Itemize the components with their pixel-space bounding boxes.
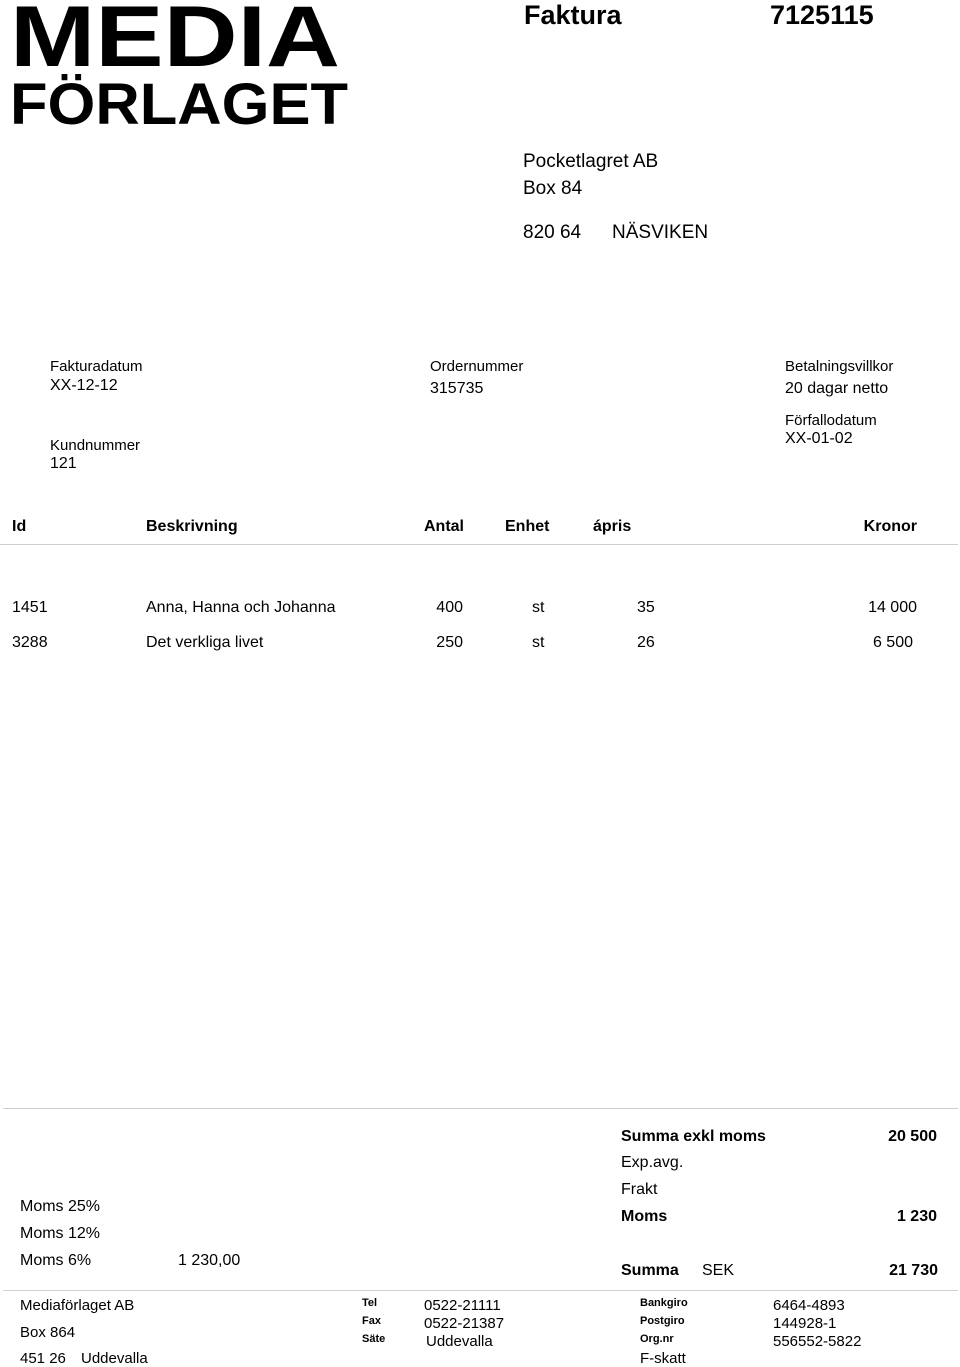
subtotal-value: 20 500 (888, 1128, 937, 1145)
vat-total-label: Moms (621, 1208, 668, 1225)
recipient-street: Box 84 (523, 178, 583, 199)
footer-orgnr-label: Org.nr (640, 1333, 674, 1345)
logo-line-2: FÖRLAGET (10, 72, 348, 128)
row-unit: st (532, 634, 545, 651)
invoice-date-label: Fakturadatum (50, 358, 143, 375)
due-date-label: Förfallodatum (785, 412, 877, 429)
row-amount: 6 500 (872, 634, 913, 651)
footer-company-name: Mediaförlaget AB (20, 1297, 135, 1314)
vat-6-label: Moms 6% (20, 1252, 92, 1269)
vat-total-value: 1 230 (896, 1208, 937, 1225)
footer-f-tax: F-skatt (640, 1350, 686, 1367)
vat-12-label: Moms 12% (20, 1225, 101, 1242)
row-description: Anna, Hanna och Johanna (146, 599, 336, 616)
subtotal-label: Summa exkl moms (621, 1128, 766, 1145)
footer-city: Uddevalla (81, 1350, 148, 1367)
recipient-city: NÄSVIKEN (612, 222, 709, 243)
invoice-number: 7125115 (770, 0, 874, 30)
row-quantity: 400 (436, 599, 463, 616)
table-header-divider (0, 544, 958, 545)
row-amount: 14 000 (868, 599, 917, 616)
document-title: Faktura (524, 0, 622, 30)
payment-terms: 20 dagar netto (785, 380, 889, 397)
invoice-date: XX-12-12 (50, 377, 118, 394)
footer-seat: Uddevalla (426, 1333, 493, 1350)
company-logo (8, 2, 353, 128)
footer-fax-label: Fax (362, 1315, 381, 1327)
column-header-unit: Enhet (505, 518, 550, 535)
row-unit: st (532, 599, 545, 616)
recipient-name: Pocketlagret AB (523, 151, 659, 172)
freight-label: Frakt (621, 1181, 658, 1198)
footer-postgiro: 144928-1 (773, 1315, 837, 1332)
logo-line-1: MEDIA (10, 2, 340, 85)
totals-divider (3, 1108, 958, 1109)
footer-divider (3, 1290, 958, 1291)
customer-number: 121 (50, 455, 77, 472)
fee-label: Exp.avg. (621, 1154, 684, 1171)
column-header-quantity: Antal (424, 518, 464, 535)
total-value: 21 730 (889, 1262, 938, 1279)
footer-street: Box 864 (20, 1324, 76, 1341)
column-header-description: Beskrivning (146, 518, 238, 535)
row-unit-price: 35 (637, 599, 655, 616)
row-description: Det verkliga livet (146, 634, 264, 651)
customer-number-label: Kundnummer (50, 437, 141, 454)
footer-fax: 0522-21387 (424, 1315, 505, 1332)
order-number: 315735 (430, 380, 484, 397)
footer-orgnr: 556552-5822 (773, 1333, 862, 1350)
footer-tel-label: Tel (362, 1297, 378, 1309)
vat-25-label: Moms 25% (20, 1198, 101, 1215)
logo-graphic (8, 2, 353, 128)
due-date: XX-01-02 (785, 430, 853, 447)
column-header-amount: Kronor (863, 518, 917, 535)
currency-code: SEK (702, 1262, 735, 1279)
total-label: Summa (621, 1262, 679, 1279)
footer-postal-code: 451 26 (20, 1350, 66, 1367)
footer-postgiro-label: Postgiro (640, 1315, 685, 1327)
recipient-postal-code: 820 64 (523, 222, 582, 243)
row-quantity: 250 (436, 634, 463, 651)
order-number-label: Ordernummer (430, 358, 524, 375)
payment-terms-label: Betalningsvillkor (785, 358, 894, 375)
row-id: 1451 (12, 599, 48, 616)
column-header-unit-price: ápris (593, 518, 632, 535)
column-header-id: Id (12, 518, 27, 535)
footer-tel: 0522-21111 (424, 1297, 501, 1314)
row-unit-price: 26 (637, 634, 655, 651)
footer-bankgiro-label: Bankgiro (640, 1297, 688, 1309)
row-id: 3288 (12, 634, 48, 651)
footer-bankgiro: 6464-4893 (773, 1297, 845, 1314)
vat-6-value: 1 230,00 (178, 1252, 241, 1269)
footer-seat-label: Säte (362, 1333, 386, 1345)
